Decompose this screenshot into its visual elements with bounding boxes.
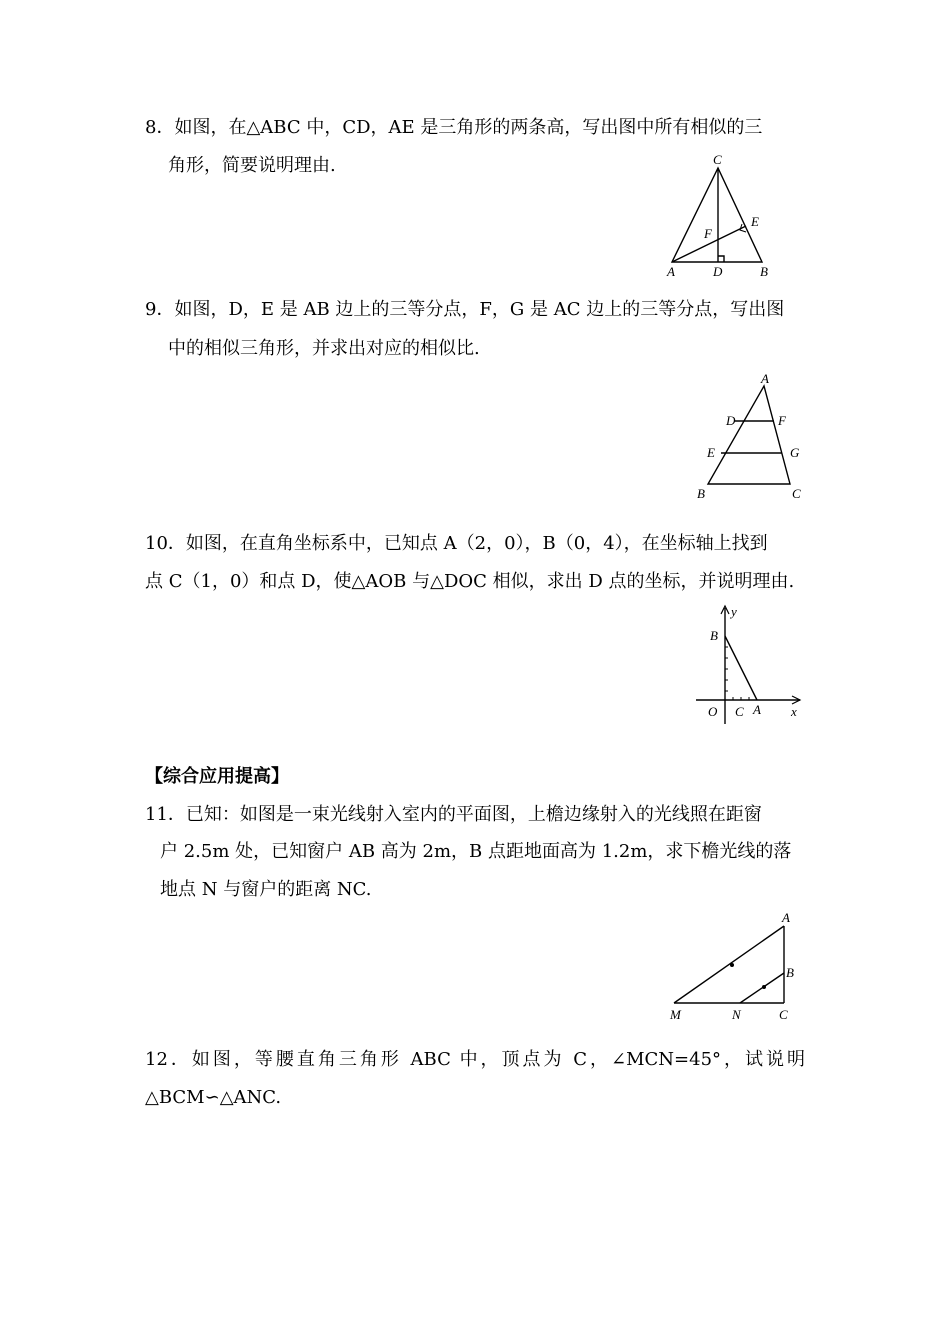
label-a: A — [753, 702, 761, 717]
problem-8-line-2: 角形，简要说明理由. — [168, 155, 336, 176]
label-c: C — [713, 152, 722, 167]
label-m: M — [670, 1007, 681, 1022]
problem-8-line-1: 8．如图，在△ABC 中，CD，AE 是三角形的两条高，写出图中所有相似的三 — [145, 117, 763, 138]
problem-10-line-1: 10．如图，在直角坐标系中，已知点 A（2，0），B（0，4），在坐标轴上找到 — [145, 533, 768, 554]
label-x: x — [791, 704, 797, 719]
problem-11-line-2: 户 2.5m 处，已知窗户 AB 高为 2m，B 点距地面高为 1.2m，求下檐光线的落 — [160, 841, 792, 862]
label-c: C — [792, 486, 801, 501]
problem-11-line-1: 11．已知：如图是一束光线射入室内的平面图，上檐边缘射入的光线照在距窗 — [145, 804, 762, 825]
figure-triangle-abc-altitudes — [660, 150, 780, 280]
label-b: B — [786, 965, 794, 980]
section-title: 【综合应用提高】 — [145, 766, 289, 787]
label-c: C — [735, 704, 744, 719]
label-d: D — [726, 413, 736, 428]
label-e: E — [751, 214, 759, 229]
problem-9-line-1: 9．如图，D，E 是 AB 边上的三等分点，F，G 是 AC 边上的三等分点，写出图 — [145, 299, 785, 320]
figure-coordinate-plane — [690, 600, 815, 730]
figure-window-light-rays — [660, 905, 805, 1025]
label-y: y — [731, 604, 737, 619]
label-b: B — [760, 264, 768, 279]
label-g: G — [790, 445, 800, 460]
label-b: B — [697, 486, 705, 501]
label-o: O — [708, 704, 718, 719]
label-f: F — [704, 226, 712, 241]
label-e: E — [707, 445, 715, 460]
label-a: A — [782, 910, 790, 925]
problem-11-line-3: 地点 N 与窗户的距离 NC. — [160, 879, 372, 900]
label-a: A — [761, 371, 769, 386]
label-d: D — [713, 264, 723, 279]
figure-trisected-triangle — [690, 370, 810, 505]
problem-12-line-2: △BCM∽△ANC. — [145, 1087, 282, 1108]
problem-12-line-1: 12．如图，等腰直角三角形 ABC 中，顶点为 C，∠MCN=45°，试说明 — [145, 1049, 805, 1070]
label-f: F — [778, 413, 786, 428]
problem-10-line-2: 点 C（1，0）和点 D，使△AOB 与△DOC 相似，求出 D 点的坐标，并说明理由. — [145, 571, 795, 592]
label-b: B — [710, 628, 718, 643]
problem-9-line-2: 中的相似三角形，并求出对应的相似比. — [168, 338, 480, 359]
label-c: C — [779, 1007, 788, 1022]
label-a: A — [667, 264, 675, 279]
label-n: N — [732, 1007, 741, 1022]
